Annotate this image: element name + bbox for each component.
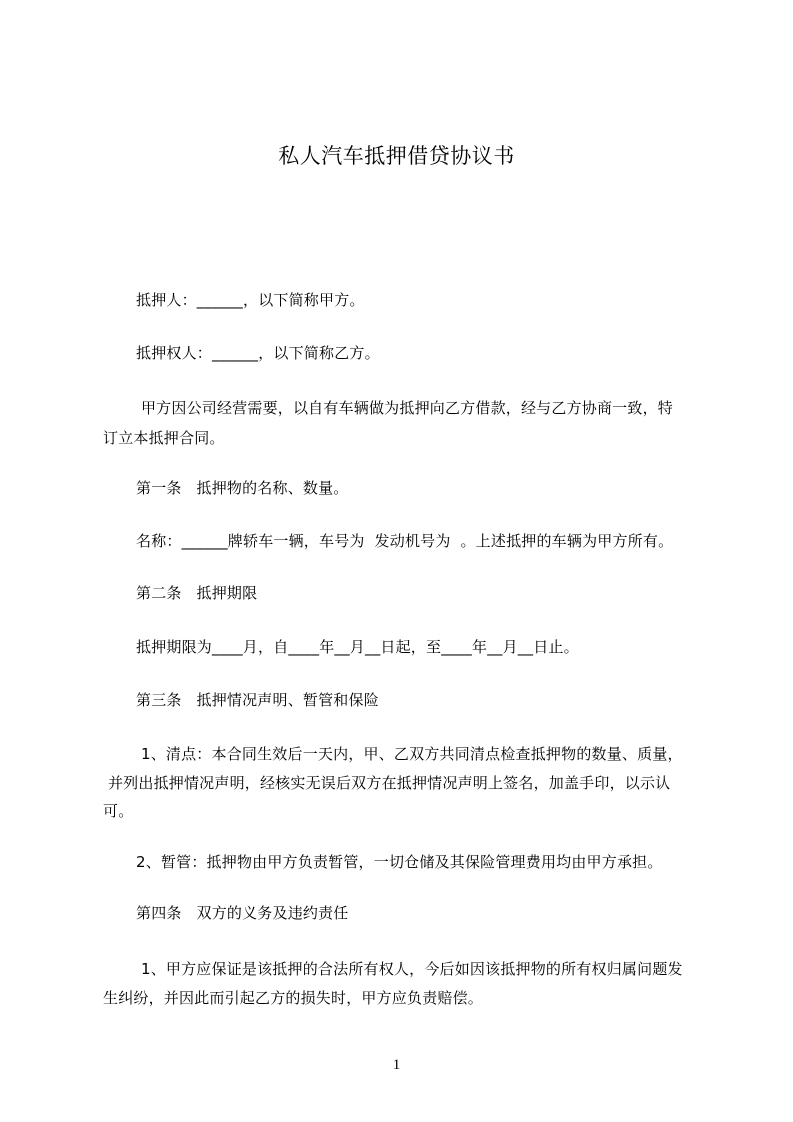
paragraph-inventory-line1: 1、清点：本合同生效后一天内，甲、乙双方共同清点检查抵押物的数量、质量， (136, 745, 683, 763)
paragraph-vehicle-name: 名称：______牌轿车一辆，车号为 发动机号为 。上述抵押的车辆为甲方所有。 (136, 532, 674, 550)
article-2-heading: 第二条 抵押期限 (136, 584, 258, 602)
paragraph-mortgage-term: 抵押期限为____月，自____年__月__日起，至____年__月__日止。 (136, 638, 579, 656)
paragraph-purpose-line1: 甲方因公司经营需要，以自有车辆做为抵押向乙方借款，经与乙方协商一致，特 (136, 399, 673, 417)
document-title: 私人汽车抵押借贷协议书 (278, 144, 515, 168)
article-1-heading: 第一条 抵押物的名称、数量。 (136, 479, 349, 497)
article-3-heading: 第三条 抵押情况声明、暂管和保险 (136, 691, 379, 709)
paragraph-inventory-line2: 并列出抵押情况声明，经核实无误后双方在抵押情况声明上签名，加盖手印，以示认 (103, 774, 671, 792)
paragraph-custody: 2、暂管：抵押物由甲方负责暂管，一切仓储及其保险管理费用均由甲方承担。 (136, 853, 663, 871)
page-number: 1 (392, 1057, 401, 1073)
paragraph-obligation-line2: 生纠纷，并因此而引起乙方的损失时，甲方应负责赔偿。 (103, 989, 484, 1007)
paragraph-obligation-line1: 1、甲方应保证是该抵押的合法所有权人，今后如因该抵押物的所有权归属问题发 (136, 960, 683, 978)
article-4-heading: 第四条 双方的义务及违约责任 (136, 904, 349, 922)
paragraph-mortgagor: 抵押人：______，以下简称甲方。 (136, 291, 365, 309)
paragraph-purpose-line2: 订立本抵押合同。 (103, 429, 225, 447)
paragraph-mortgagee: 抵押权人：______，以下简称乙方。 (136, 344, 380, 362)
paragraph-inventory-line3: 可。 (103, 802, 134, 820)
